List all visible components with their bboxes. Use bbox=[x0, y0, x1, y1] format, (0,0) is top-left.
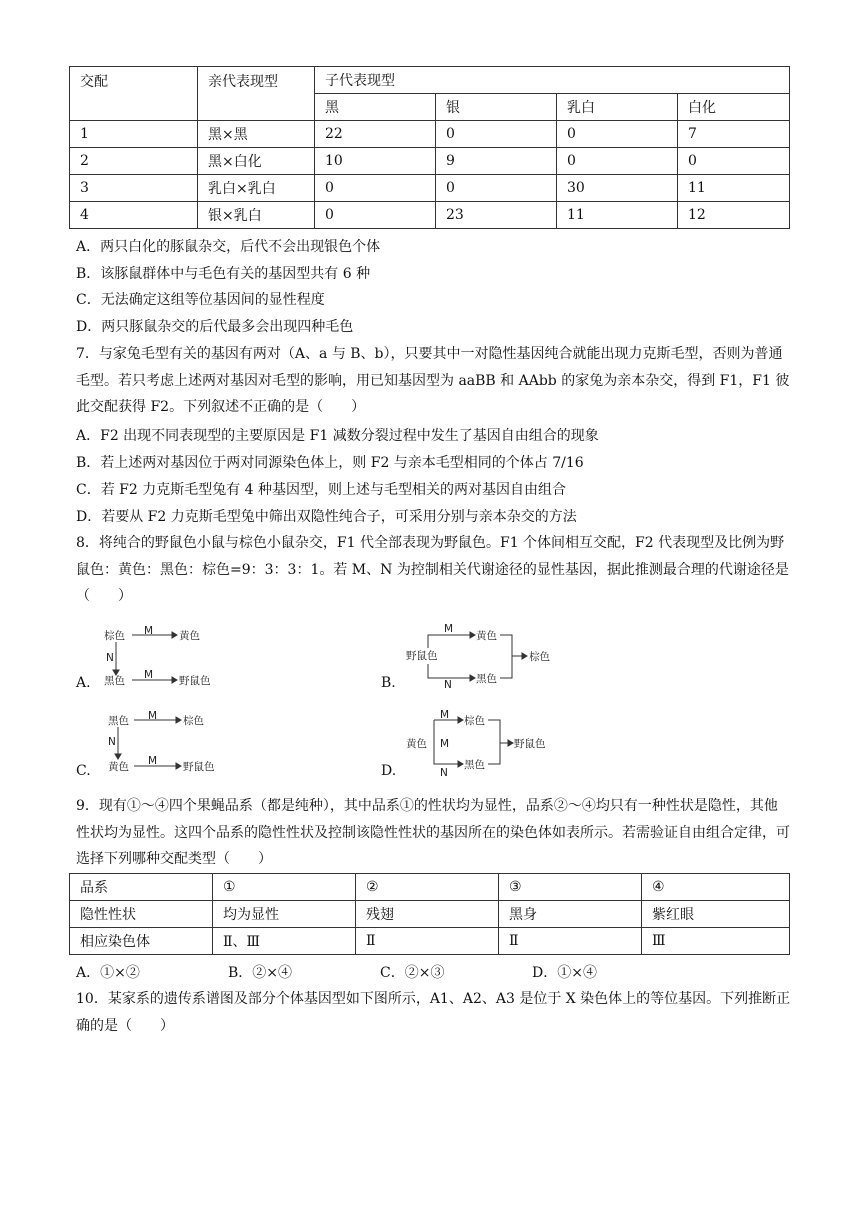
cell: Ⅱ、Ⅲ bbox=[213, 928, 356, 955]
cell: 1 bbox=[70, 121, 198, 148]
table-row bbox=[70, 121, 790, 148]
cell: 11 bbox=[557, 202, 678, 229]
q8-stem: 8．将纯合的野鼠色小鼠与棕色小鼠杂交，F1 代全部表现为野鼠色。F1 个体间相互交配，F2 代表现型及比例为野鼠色：黄色：黑色：棕色=9：3：3：1。若 M、N 为控制相关代谢途径的显性基因，据此推测最合理的代谢途径是（ ） bbox=[76, 535, 789, 604]
cell: 9 bbox=[436, 148, 557, 175]
q8-option-d-label: D. bbox=[381, 763, 397, 779]
arrowhead bbox=[470, 632, 475, 638]
arrowhead bbox=[172, 677, 177, 683]
cell: 紫红眼 bbox=[642, 901, 790, 928]
gene-label: M bbox=[148, 755, 158, 767]
node-label: 棕色 bbox=[183, 715, 204, 727]
sub-header: 银 bbox=[436, 94, 557, 121]
q8-option-a-label: A. bbox=[76, 675, 91, 691]
cross-results-table bbox=[69, 66, 790, 229]
node-label: 黄色 bbox=[476, 630, 497, 642]
pathway-diagram-a bbox=[96, 622, 236, 692]
cell: 3 bbox=[70, 175, 198, 202]
gene-label: N bbox=[440, 767, 448, 778]
sub-header: 黑 bbox=[315, 94, 436, 121]
node-label: 黑色 bbox=[464, 759, 485, 771]
cell: Ⅱ bbox=[356, 928, 499, 955]
q6-option-d: D．两只豚鼠杂交的后代最多会出现四种毛色 bbox=[76, 319, 354, 335]
table-row bbox=[70, 874, 790, 901]
cell: 0 bbox=[436, 121, 557, 148]
cell: 30 bbox=[557, 175, 678, 202]
arrowhead bbox=[522, 653, 527, 659]
node-label: 黑色 bbox=[476, 673, 497, 685]
gene-label: N bbox=[444, 679, 452, 691]
cell: 乳白×乳白 bbox=[198, 175, 315, 202]
gene-label: M bbox=[144, 669, 154, 681]
node-label: 野鼠色 bbox=[514, 738, 546, 750]
table-row bbox=[70, 175, 790, 202]
arrow bbox=[428, 664, 470, 678]
cell: ② bbox=[356, 874, 499, 901]
pathway-diagram-d bbox=[402, 708, 562, 778]
arrowhead bbox=[470, 675, 475, 681]
gene-label: M bbox=[440, 709, 450, 721]
cell: Ⅲ bbox=[642, 928, 790, 955]
q6-option-c: C．无法确定这组等位基因间的显性程度 bbox=[76, 292, 325, 308]
gene-label: M bbox=[444, 623, 454, 635]
header-parent: 亲代表现型 bbox=[198, 67, 315, 121]
cell: 黑×白化 bbox=[198, 148, 315, 175]
cell: 0 bbox=[557, 121, 678, 148]
cell: 0 bbox=[678, 148, 790, 175]
arrowhead bbox=[115, 754, 121, 759]
q6-option-a: A．两只白化的豚鼠杂交，后代不会出现银色个体 bbox=[76, 239, 381, 255]
q8-option-b-label: B. bbox=[381, 675, 396, 691]
cell: 银×乳白 bbox=[198, 202, 315, 229]
arrowhead bbox=[176, 717, 181, 723]
cell: 10 bbox=[315, 148, 436, 175]
q7-option-d: D．若要从 F2 力克斯毛型兔中筛出双隐性纯合子，可采用分别与亲本杂交的方法 bbox=[76, 509, 577, 525]
q10-stem: 10．某家系的遗传系谱图及部分个体基因型如下图所示，A1、A2、A3 是位于 X 染色体上的等位基因。下列推断正确的是（ ） bbox=[76, 991, 791, 1034]
table-row bbox=[70, 148, 790, 175]
cell: 4 bbox=[70, 202, 198, 229]
gene-label: M bbox=[144, 625, 154, 637]
cell: ① bbox=[213, 874, 356, 901]
cell: 0 bbox=[315, 202, 436, 229]
q9-option-b: B．②×④ bbox=[228, 965, 293, 981]
gene-label: M bbox=[440, 738, 450, 750]
node-label: 野鼠色 bbox=[406, 650, 438, 662]
node-label: 棕色 bbox=[529, 651, 550, 663]
gene-label: N bbox=[108, 736, 116, 748]
cell: 22 bbox=[315, 121, 436, 148]
cell: 残翅 bbox=[356, 901, 499, 928]
cell: 黑身 bbox=[499, 901, 642, 928]
q8-option-c-label: C. bbox=[76, 763, 91, 779]
header-cross: 交配 bbox=[70, 67, 198, 121]
node-label: 黄色 bbox=[179, 630, 200, 642]
node-label: 野鼠色 bbox=[183, 761, 215, 773]
header-offspring: 子代表现型 bbox=[315, 67, 790, 94]
arrowhead bbox=[508, 740, 513, 746]
node-label: 棕色 bbox=[464, 715, 485, 727]
q9-option-c: C．②×③ bbox=[380, 965, 445, 981]
cell: 7 bbox=[678, 121, 790, 148]
cell: 黑×黑 bbox=[198, 121, 315, 148]
node-label: 黑色 bbox=[108, 715, 129, 727]
table-row bbox=[70, 928, 790, 955]
cell: 品系 bbox=[70, 874, 213, 901]
node-label: 棕色 bbox=[104, 630, 125, 642]
q9-option-a: A．①×② bbox=[76, 965, 140, 981]
cell: 均为显性 bbox=[213, 901, 356, 928]
q7-option-b: B．若上述两对基因位于两对同源染色体上，则 F2 与亲本毛型相同的个体占 7/16 bbox=[76, 455, 584, 471]
arrowhead bbox=[172, 632, 177, 638]
cell: 隐性性状 bbox=[70, 901, 213, 928]
cell: 2 bbox=[70, 148, 198, 175]
cell: Ⅱ bbox=[499, 928, 642, 955]
node-label: 黄色 bbox=[406, 738, 427, 750]
cell: 相应染色体 bbox=[70, 928, 213, 955]
merge-line bbox=[500, 635, 512, 678]
q9-option-d: D．①×④ bbox=[532, 965, 597, 981]
arrowhead bbox=[176, 763, 181, 769]
arrowhead bbox=[458, 761, 463, 767]
cell: ③ bbox=[499, 874, 642, 901]
arrowhead bbox=[458, 717, 463, 723]
q6-option-b: B．该豚鼠群体中与毛色有关的基因型共有 6 种 bbox=[76, 266, 371, 282]
arrow bbox=[428, 635, 470, 648]
sub-header: 白化 bbox=[678, 94, 790, 121]
pathway-diagram-c bbox=[96, 708, 236, 778]
q7-option-c: C．若 F2 力克斯毛型兔有 4 种基因型，则上述与毛型相关的两对基因自由组合 bbox=[76, 482, 567, 498]
cell: 0 bbox=[315, 175, 436, 202]
sub-header: 乳白 bbox=[557, 94, 678, 121]
cell: 0 bbox=[557, 148, 678, 175]
pathway-diagram-b bbox=[402, 622, 562, 692]
q7-option-a: A．F2 出现不同表现型的主要原因是 F1 减数分裂过程中发生了基因自由组合的现象 bbox=[76, 428, 599, 444]
gene-label: M bbox=[148, 710, 158, 722]
cell: 0 bbox=[436, 175, 557, 202]
cell: 23 bbox=[436, 202, 557, 229]
fruitfly-strain-table bbox=[69, 873, 790, 955]
merge-line bbox=[488, 720, 500, 764]
gene-label: N bbox=[106, 652, 114, 664]
node-label: 黑色 bbox=[104, 675, 125, 687]
node-label: 黄色 bbox=[108, 761, 129, 773]
node-label: 野鼠色 bbox=[179, 675, 211, 687]
cell: ④ bbox=[642, 874, 790, 901]
q9-stem: 9．现有①～④四个果蝇品系（都是纯种），其中品系①的性状均为显性，品系②～④均只有一种性状是隐性，其他性状均为显性。这四个品系的隐性性状及控制该隐性性状的基因所在的染色体如表所示。若需验证自由组合定律，可选择下列哪种交配类型（ ） bbox=[76, 798, 790, 867]
q7-stem: 7．与家兔毛型有关的基因有两对（A、a 与 B、b），只要其中一对隐性基因纯合就能出现力克斯毛型，否则为普通毛型。若只考虑上述两对基因对毛型的影响，用已知基因型为 aaBB 和 AAbb 的家兔为亲本杂交，得到 F1，F1 彼此交配获得 F2。下列叙述不正确的是（ ） bbox=[76, 346, 790, 415]
cell: 12 bbox=[678, 202, 790, 229]
table-row bbox=[70, 901, 790, 928]
cell: 11 bbox=[678, 175, 790, 202]
table-row bbox=[70, 202, 790, 229]
